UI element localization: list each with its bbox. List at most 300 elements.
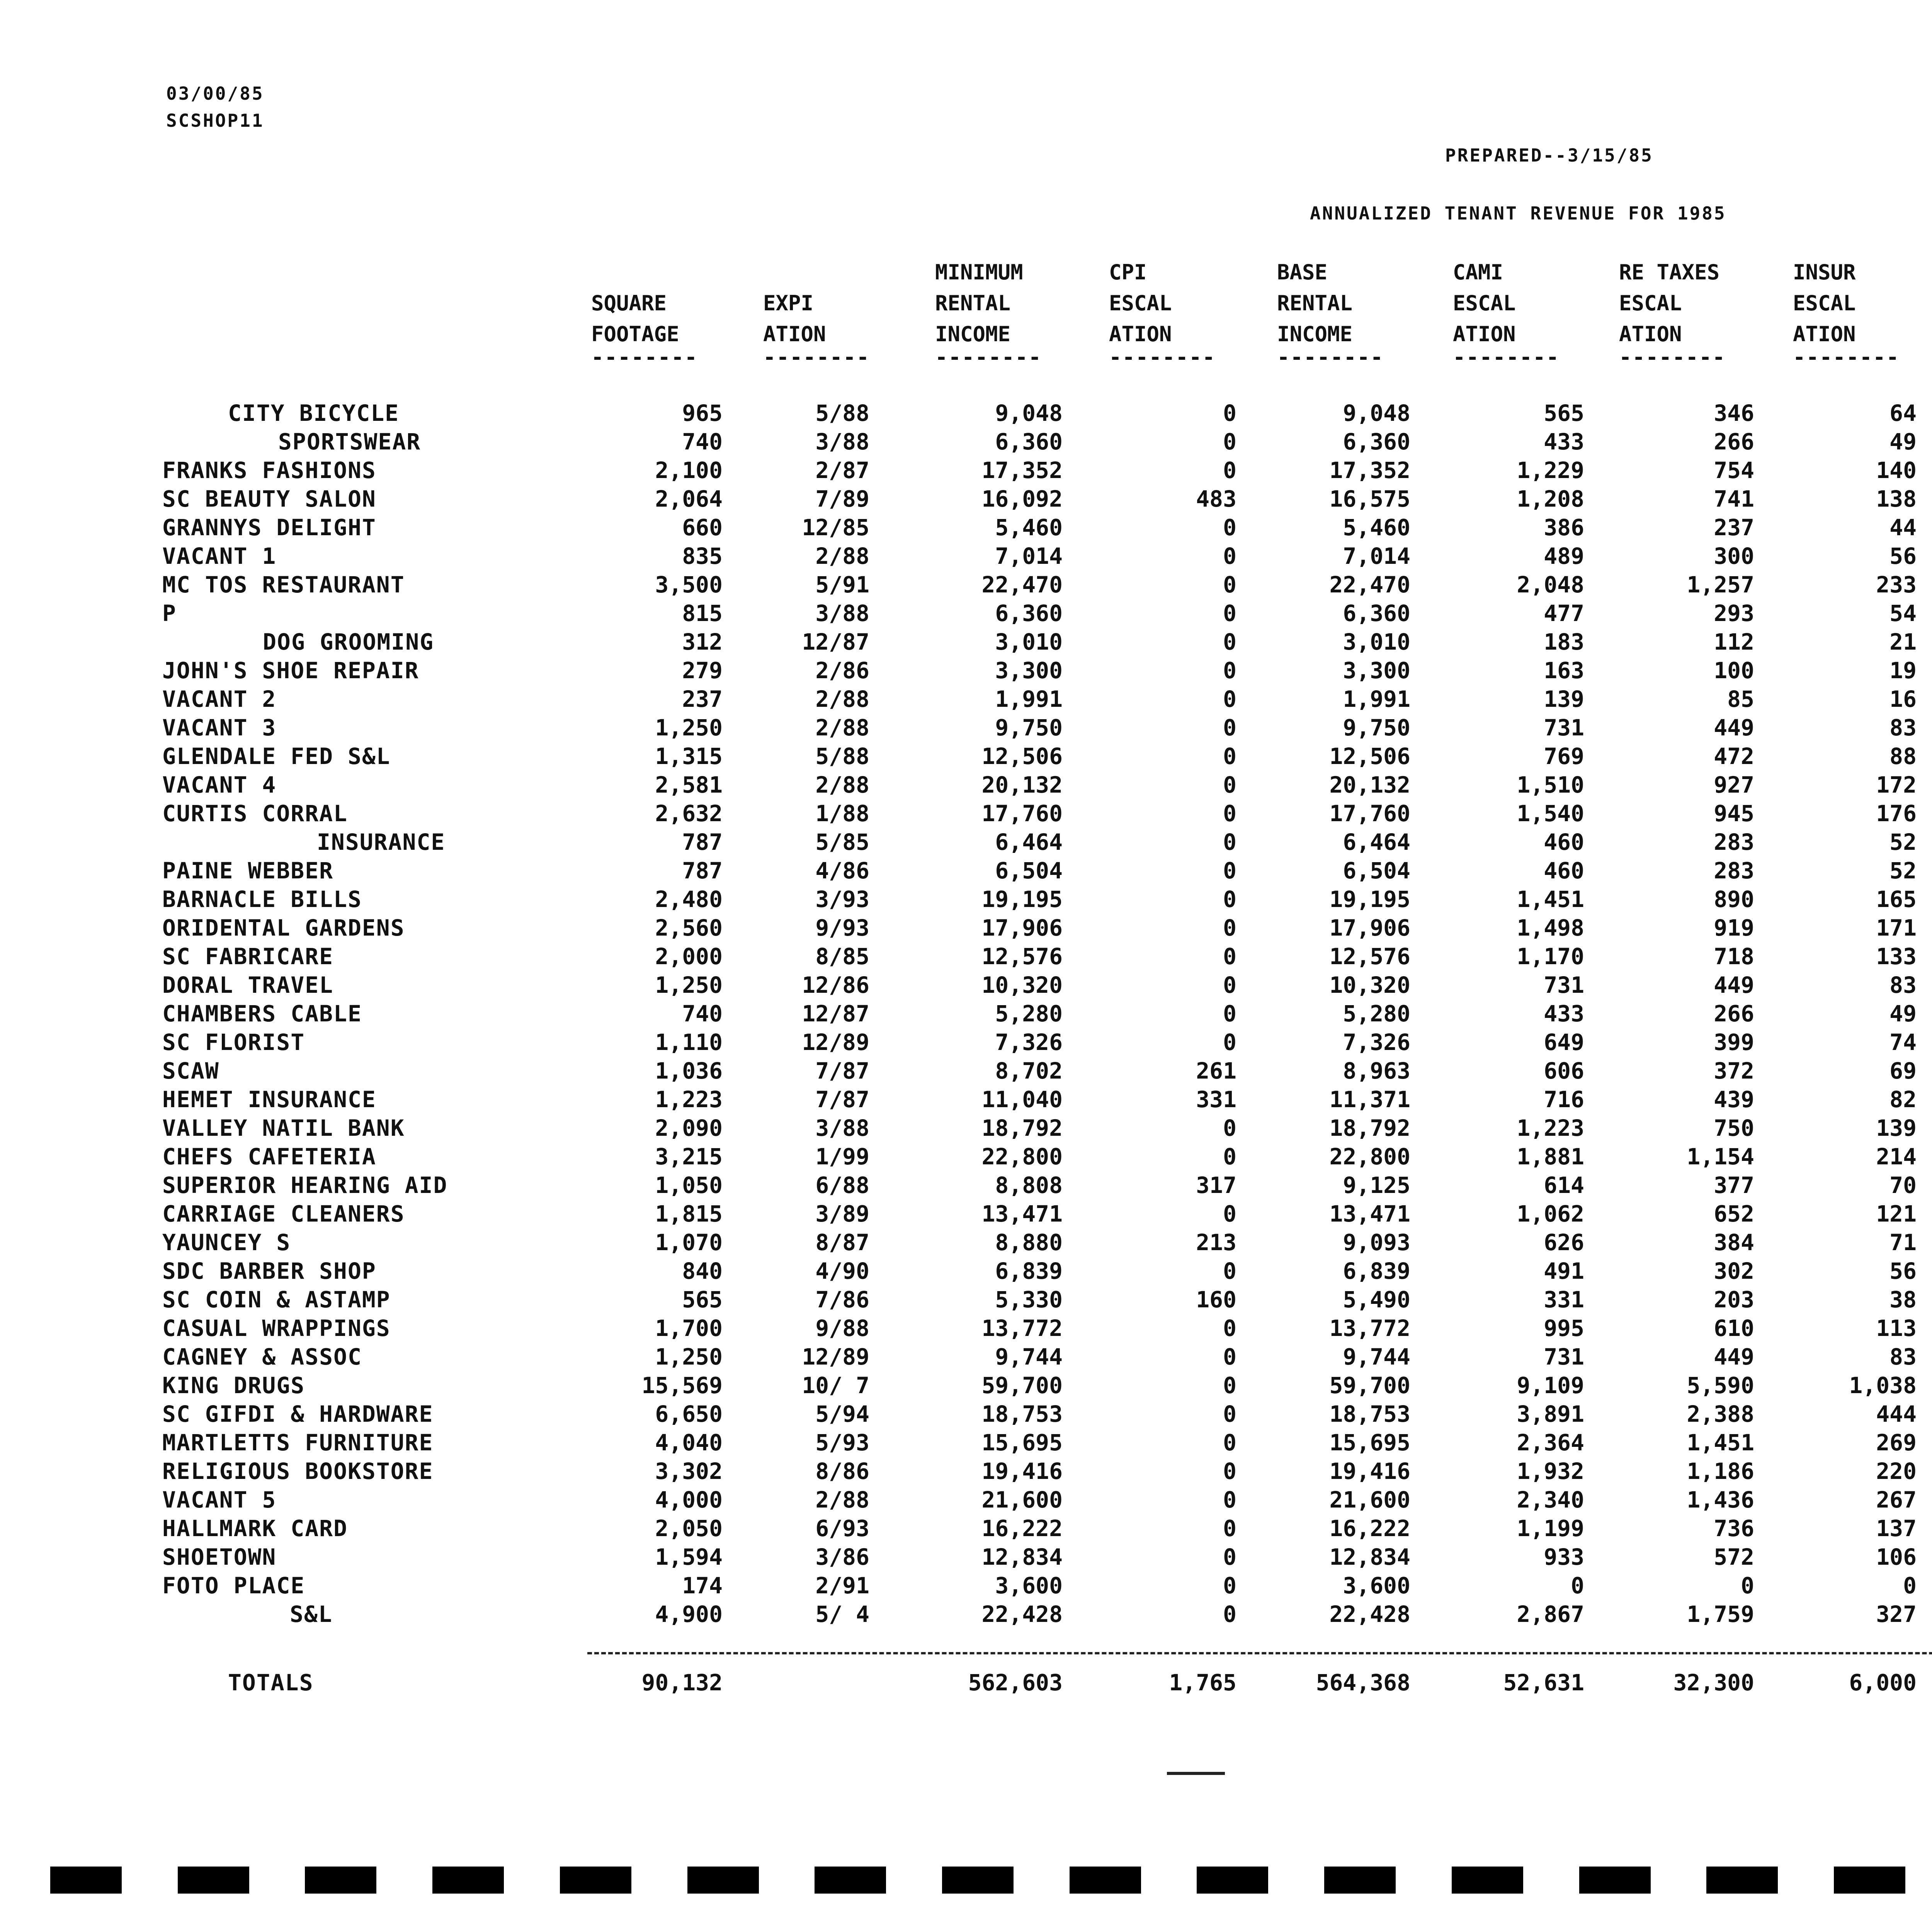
cell-exp: 2/91 xyxy=(815,1572,869,1599)
table-row xyxy=(0,915,1932,943)
cell-ins: 176 xyxy=(1876,800,1917,827)
cell-min: 17,906 xyxy=(981,915,1063,941)
cell-tax: 449 xyxy=(1714,972,1754,998)
table-row xyxy=(0,1229,1932,1258)
tenant-name: SPORTSWEAR xyxy=(278,429,421,455)
cell-min: 19,416 xyxy=(981,1458,1063,1484)
tenant-name: VACANT 4 xyxy=(162,772,277,798)
column-header-label: BASE RENTAL INCOME xyxy=(1277,260,1353,346)
registration-mark xyxy=(1579,1867,1651,1894)
cell-cam: 1,223 xyxy=(1517,1115,1584,1141)
cell-base: 15,695 xyxy=(1329,1429,1410,1456)
cell-cpi: 0 xyxy=(1223,858,1236,884)
cell-sqft: 1,070 xyxy=(655,1229,723,1256)
cell-exp: 2/88 xyxy=(815,686,869,712)
cell-cam: 1,510 xyxy=(1517,772,1584,798)
column-header-base xyxy=(1277,257,1384,369)
column-header-exp xyxy=(763,288,870,369)
cell-cpi: 0 xyxy=(1223,1515,1236,1542)
cell-sqft: 1,250 xyxy=(655,972,723,998)
cell-min: 6,360 xyxy=(995,600,1063,626)
cell-exp: 4/86 xyxy=(815,858,869,884)
cell-cam: 731 xyxy=(1544,715,1584,741)
cell-cam: 9,109 xyxy=(1517,1372,1584,1399)
cell-cam: 565 xyxy=(1544,400,1584,426)
tenant-name: SC FLORIST xyxy=(162,1029,305,1055)
table-row xyxy=(0,800,1932,829)
cell-cpi: 0 xyxy=(1223,715,1236,741)
cell-exp: 5/85 xyxy=(815,829,869,855)
column-header-underline: -------- xyxy=(1453,345,1560,369)
cell-base: 9,750 xyxy=(1343,715,1410,741)
table-row xyxy=(0,943,1932,972)
report-date-code: 03/00/85 xyxy=(166,83,264,104)
cell-base: 13,471 xyxy=(1329,1201,1410,1227)
tenant-name: HALLMARK CARD xyxy=(162,1515,348,1542)
cell-sqft: 965 xyxy=(682,400,723,426)
cell-cpi: 0 xyxy=(1223,543,1236,569)
cell-sqft: 3,215 xyxy=(655,1143,723,1170)
cell-ins: 214 xyxy=(1876,1143,1917,1170)
column-header-min xyxy=(935,257,1042,369)
cell-base: 3,300 xyxy=(1343,657,1410,684)
cell-tax: 237 xyxy=(1714,514,1754,541)
cell-cpi: 0 xyxy=(1223,657,1236,684)
cell-tax: 112 xyxy=(1714,629,1754,655)
cell-cam: 2,867 xyxy=(1517,1601,1584,1627)
cell-ins: 137 xyxy=(1876,1515,1917,1542)
cell-cpi: 0 xyxy=(1223,1458,1236,1484)
totals-row xyxy=(0,1669,1932,1698)
table-row xyxy=(0,1458,1932,1487)
cell-min: 3,600 xyxy=(995,1572,1063,1599)
tenant-name: S&L xyxy=(290,1601,333,1627)
table-row xyxy=(0,1601,1932,1630)
cell-min: 13,772 xyxy=(981,1315,1063,1341)
cell-exp: 8/87 xyxy=(815,1229,869,1256)
cell-sqft: 1,223 xyxy=(655,1086,723,1113)
table-row xyxy=(0,1258,1932,1286)
cell-sqft: 1,036 xyxy=(655,1058,723,1084)
cell-ins: 444 xyxy=(1876,1401,1917,1427)
cell-ins: 52 xyxy=(1889,829,1917,855)
cell-cam: 386 xyxy=(1544,514,1584,541)
cell-ins: 54 xyxy=(1889,600,1917,626)
table-row xyxy=(0,572,1932,600)
tenant-name: PAINE WEBBER xyxy=(162,858,334,884)
cell-cpi: 0 xyxy=(1223,943,1236,970)
cell-cam: 1,170 xyxy=(1517,943,1584,970)
cell-min: 1,991 xyxy=(995,686,1063,712)
cell-exp: 12/85 xyxy=(802,514,869,541)
cell-tax: 2,388 xyxy=(1687,1401,1754,1427)
cell-cpi: 261 xyxy=(1196,1058,1236,1084)
cell-tax: 1,436 xyxy=(1687,1487,1754,1513)
tenant-name: MC TOS RESTAURANT xyxy=(162,572,405,598)
cell-tax: 736 xyxy=(1714,1515,1754,1542)
cell-tax: 750 xyxy=(1714,1115,1754,1141)
cell-base: 6,839 xyxy=(1343,1258,1410,1284)
cell-cpi: 0 xyxy=(1223,1001,1236,1027)
cell-sqft: 4,900 xyxy=(655,1601,723,1627)
cell-ins: 171 xyxy=(1876,915,1917,941)
cell-ins: 52 xyxy=(1889,858,1917,884)
cell-ins: 83 xyxy=(1889,715,1917,741)
cell-base: 17,352 xyxy=(1329,457,1410,483)
column-header-label: MINIMUM RENTAL INCOME xyxy=(935,260,1023,346)
cell-exp: 2/87 xyxy=(815,457,869,483)
cell-min: 59,700 xyxy=(981,1372,1063,1399)
cell-tax: 384 xyxy=(1714,1229,1754,1256)
cell-sqft: 90,132 xyxy=(641,1669,723,1696)
cell-cam: 0 xyxy=(1571,1572,1584,1599)
cell-min: 12,576 xyxy=(981,943,1063,970)
table-row xyxy=(0,1515,1932,1544)
cell-exp: 5/94 xyxy=(815,1401,869,1427)
cell-exp: 9/93 xyxy=(815,915,869,941)
cell-cam: 183 xyxy=(1544,629,1584,655)
table-row xyxy=(0,1372,1932,1401)
cell-ins: 0 xyxy=(1903,1572,1917,1599)
cell-base: 6,360 xyxy=(1343,600,1410,626)
cell-base: 20,132 xyxy=(1329,772,1410,798)
cell-sqft: 2,064 xyxy=(655,486,723,512)
table-row xyxy=(0,743,1932,772)
cell-cpi: 0 xyxy=(1223,457,1236,483)
cell-tax: 346 xyxy=(1714,400,1754,426)
cell-ins: 138 xyxy=(1876,486,1917,512)
cell-ins: 82 xyxy=(1889,1086,1917,1113)
cell-tax: 100 xyxy=(1714,657,1754,684)
cell-exp: 3/89 xyxy=(815,1201,869,1227)
cell-tax: 300 xyxy=(1714,543,1754,569)
cell-sqft: 835 xyxy=(682,543,723,569)
tenant-name: SHOETOWN xyxy=(162,1544,277,1570)
cell-cam: 2,048 xyxy=(1517,572,1584,598)
cell-cam: 3,891 xyxy=(1517,1401,1584,1427)
table-row xyxy=(0,1401,1932,1429)
cell-cam: 163 xyxy=(1544,657,1584,684)
registration-mark xyxy=(942,1867,1014,1894)
cell-exp: 1/88 xyxy=(815,800,869,827)
cell-min: 8,702 xyxy=(995,1058,1063,1084)
cell-min: 13,471 xyxy=(981,1201,1063,1227)
cell-base: 10,320 xyxy=(1329,972,1410,998)
cell-min: 6,504 xyxy=(995,858,1063,884)
cell-exp: 7/89 xyxy=(815,486,869,512)
cell-tax: 449 xyxy=(1714,715,1754,741)
cell-ins: 71 xyxy=(1889,1229,1917,1256)
cell-ins: 44 xyxy=(1889,514,1917,541)
cell-cam: 1,199 xyxy=(1517,1515,1584,1542)
tenant-name: CASUAL WRAPPINGS xyxy=(162,1315,391,1341)
cell-cpi: 483 xyxy=(1196,486,1236,512)
cell-min: 5,330 xyxy=(995,1286,1063,1313)
cell-cpi: 0 xyxy=(1223,1601,1236,1627)
cell-exp: 10/ 7 xyxy=(802,1372,869,1399)
cell-tax: 293 xyxy=(1714,600,1754,626)
tenant-name: CHAMBERS CABLE xyxy=(162,1001,362,1027)
table-row xyxy=(0,1001,1932,1029)
column-header-underline: -------- xyxy=(1619,345,1726,369)
cell-exp: 2/86 xyxy=(815,657,869,684)
cell-sqft: 2,480 xyxy=(655,886,723,912)
cell-base: 17,760 xyxy=(1329,800,1410,827)
cell-ins: 121 xyxy=(1876,1201,1917,1227)
cell-base: 6,504 xyxy=(1343,858,1410,884)
cell-cpi: 0 xyxy=(1223,1115,1236,1141)
cell-sqft: 312 xyxy=(682,629,723,655)
cell-min: 16,222 xyxy=(981,1515,1063,1542)
tenant-name: VACANT 5 xyxy=(162,1487,277,1513)
totals-rule xyxy=(587,1652,1932,1654)
tenant-name: VACANT 2 xyxy=(162,686,277,712)
table-row xyxy=(0,514,1932,543)
cell-min: 21,600 xyxy=(981,1487,1063,1513)
table-row xyxy=(0,429,1932,457)
cell-ins: 140 xyxy=(1876,457,1917,483)
cell-sqft: 1,815 xyxy=(655,1201,723,1227)
cell-sqft: 2,100 xyxy=(655,457,723,483)
cell-cpi: 0 xyxy=(1223,514,1236,541)
cell-cpi: 213 xyxy=(1196,1229,1236,1256)
cell-min: 8,808 xyxy=(995,1172,1063,1198)
column-header-cam xyxy=(1453,257,1560,369)
cell-cam: 433 xyxy=(1544,1001,1584,1027)
cell-exp: 7/87 xyxy=(815,1086,869,1113)
cell-cam: 460 xyxy=(1544,858,1584,884)
cell-tax: 1,257 xyxy=(1687,572,1754,598)
cell-sqft: 4,040 xyxy=(655,1429,723,1456)
cell-sqft: 2,090 xyxy=(655,1115,723,1141)
cell-tax: 399 xyxy=(1714,1029,1754,1055)
cell-sqft: 1,250 xyxy=(655,715,723,741)
cell-cam: 649 xyxy=(1544,1029,1584,1055)
cell-sqft: 237 xyxy=(682,686,723,712)
prepared-date: PREPARED--3/15/85 xyxy=(1445,145,1653,166)
registration-mark xyxy=(1452,1867,1523,1894)
cell-cam: 139 xyxy=(1544,686,1584,712)
cell-base: 5,280 xyxy=(1343,1001,1410,1027)
cell-sqft: 2,581 xyxy=(655,772,723,798)
cell-base: 21,600 xyxy=(1329,1487,1410,1513)
cell-base: 3,600 xyxy=(1343,1572,1410,1599)
cell-exp: 9/88 xyxy=(815,1315,869,1341)
cell-cpi: 0 xyxy=(1223,1372,1236,1399)
cell-cpi: 0 xyxy=(1223,400,1236,426)
cell-cam: 433 xyxy=(1544,429,1584,455)
tenant-name: MARTLETTS FURNITURE xyxy=(162,1429,434,1456)
cell-cam: 626 xyxy=(1544,1229,1584,1256)
tenant-name: YAUNCEY S xyxy=(162,1229,291,1256)
cell-ins: 56 xyxy=(1889,1258,1917,1284)
cell-sqft: 1,700 xyxy=(655,1315,723,1341)
cell-min: 18,753 xyxy=(981,1401,1063,1427)
cell-exp: 3/88 xyxy=(815,1115,869,1141)
cell-tax: 302 xyxy=(1714,1258,1754,1284)
cell-sqft: 15,569 xyxy=(641,1372,723,1399)
cell-ins: 64 xyxy=(1889,400,1917,426)
cell-exp: 3/86 xyxy=(815,1544,869,1570)
tenant-name: DORAL TRAVEL xyxy=(162,972,334,998)
cell-base: 19,416 xyxy=(1329,1458,1410,1484)
cell-base: 8,963 xyxy=(1343,1058,1410,1084)
cell-min: 18,792 xyxy=(981,1115,1063,1141)
tenant-name: HEMET INSURANCE xyxy=(162,1086,376,1113)
cell-exp: 5/93 xyxy=(815,1429,869,1456)
tenant-name: CITY BICYCLE xyxy=(228,400,400,426)
cell-min: 3,010 xyxy=(995,629,1063,655)
cell-tax: 1,154 xyxy=(1687,1143,1754,1170)
cell-ins: 165 xyxy=(1876,886,1917,912)
cell-sqft: 740 xyxy=(682,429,723,455)
cell-base: 16,222 xyxy=(1329,1515,1410,1542)
cell-exp: 12/87 xyxy=(802,1001,869,1027)
tenant-name: SUPERIOR HEARING AID xyxy=(162,1172,448,1198)
table-row xyxy=(0,457,1932,486)
cell-min: 9,048 xyxy=(995,400,1063,426)
cell-min: 5,460 xyxy=(995,514,1063,541)
cell-min: 562,603 xyxy=(968,1669,1063,1696)
cell-tax: 283 xyxy=(1714,858,1754,884)
tenant-name: GRANNYS DELIGHT xyxy=(162,514,376,541)
cell-exp: 7/86 xyxy=(815,1286,869,1313)
cell-base: 17,906 xyxy=(1329,915,1410,941)
registration-mark xyxy=(50,1867,122,1894)
cell-ins: 49 xyxy=(1889,1001,1917,1027)
tenant-name: KING DRUGS xyxy=(162,1372,305,1399)
cell-tax: 5,590 xyxy=(1687,1372,1754,1399)
tenant-name: VACANT 1 xyxy=(162,543,277,569)
report-title: ANNUALIZED TENANT REVENUE FOR 1985 xyxy=(1310,203,1726,224)
cell-ins: 267 xyxy=(1876,1487,1917,1513)
table-row xyxy=(0,600,1932,629)
registration-mark xyxy=(1324,1867,1396,1894)
cell-min: 3,300 xyxy=(995,657,1063,684)
cell-tax: 610 xyxy=(1714,1315,1754,1341)
cell-tax: 377 xyxy=(1714,1172,1754,1198)
cell-cpi: 0 xyxy=(1223,1029,1236,1055)
tenant-name: RELIGIOUS BOOKSTORE xyxy=(162,1458,434,1484)
cell-cpi: 0 xyxy=(1223,972,1236,998)
cell-cpi: 0 xyxy=(1223,743,1236,769)
tenant-name: INSURANCE xyxy=(317,829,446,855)
cell-cam: 2,364 xyxy=(1517,1429,1584,1456)
cell-tax: 1,759 xyxy=(1687,1601,1754,1627)
cell-ins: 1,038 xyxy=(1849,1372,1917,1399)
cell-tax: 1,186 xyxy=(1687,1458,1754,1484)
cell-tax: 439 xyxy=(1714,1086,1754,1113)
cell-min: 19,195 xyxy=(981,886,1063,912)
table-row xyxy=(0,858,1932,886)
cell-exp: 12/89 xyxy=(802,1344,869,1370)
cell-cpi: 0 xyxy=(1223,772,1236,798)
cell-cam: 1,208 xyxy=(1517,486,1584,512)
cell-cpi: 0 xyxy=(1223,1143,1236,1170)
table-row xyxy=(0,686,1932,715)
cell-exp: 5/ 4 xyxy=(815,1601,869,1627)
table-row xyxy=(0,1572,1932,1601)
table-row xyxy=(0,1487,1932,1515)
cell-base: 9,744 xyxy=(1343,1344,1410,1370)
cell-tax: 919 xyxy=(1714,915,1754,941)
scan-registration-marks xyxy=(50,1867,1932,1894)
column-header-cpi xyxy=(1109,257,1216,369)
cell-exp: 2/88 xyxy=(815,543,869,569)
tenant-name: FOTO PLACE xyxy=(162,1572,305,1599)
cell-sqft: 815 xyxy=(682,600,723,626)
cell-sqft: 1,594 xyxy=(655,1544,723,1570)
cell-base: 5,460 xyxy=(1343,514,1410,541)
tenant-name: CARRIAGE CLEANERS xyxy=(162,1201,405,1227)
cell-exp: 7/87 xyxy=(815,1058,869,1084)
cell-cpi: 331 xyxy=(1196,1086,1236,1113)
cell-exp: 2/88 xyxy=(815,715,869,741)
cell-tax: 283 xyxy=(1714,829,1754,855)
cell-min: 22,470 xyxy=(981,572,1063,598)
cell-base: 19,195 xyxy=(1329,886,1410,912)
cell-ins: 133 xyxy=(1876,943,1917,970)
cell-min: 7,014 xyxy=(995,543,1063,569)
table-row xyxy=(0,1172,1932,1201)
cell-cam: 614 xyxy=(1544,1172,1584,1198)
table-row xyxy=(0,1344,1932,1372)
cell-cam: 1,062 xyxy=(1517,1201,1584,1227)
cell-exp: 8/85 xyxy=(815,943,869,970)
tenant-name: DOG GROOMING xyxy=(263,629,434,655)
cell-cam: 995 xyxy=(1544,1315,1584,1341)
cell-base: 6,360 xyxy=(1343,429,1410,455)
table-row xyxy=(0,1315,1932,1344)
cell-tax: 754 xyxy=(1714,457,1754,483)
cell-base: 22,470 xyxy=(1329,572,1410,598)
cell-ins: 106 xyxy=(1876,1544,1917,1570)
tenant-name: P xyxy=(162,600,177,626)
column-header-label: SQUARE FOOTAGE xyxy=(591,291,679,346)
cell-cam: 1,881 xyxy=(1517,1143,1584,1170)
column-header-underline: -------- xyxy=(1793,345,1900,369)
cell-cpi: 0 xyxy=(1223,1544,1236,1570)
cell-base: 13,772 xyxy=(1329,1315,1410,1341)
cell-min: 5,280 xyxy=(995,1001,1063,1027)
column-header-underline: -------- xyxy=(763,345,870,369)
cell-ins: 6,000 xyxy=(1849,1669,1917,1696)
cell-min: 7,326 xyxy=(995,1029,1063,1055)
cell-cam: 331 xyxy=(1544,1286,1584,1313)
table-row xyxy=(0,1201,1932,1229)
cell-cpi: 0 xyxy=(1223,1315,1236,1341)
tenant-name: JOHN'S SHOE REPAIR xyxy=(162,657,419,684)
cell-cam: 731 xyxy=(1544,972,1584,998)
cell-exp: 2/88 xyxy=(815,772,869,798)
cell-sqft: 4,000 xyxy=(655,1487,723,1513)
cell-base: 1,991 xyxy=(1343,686,1410,712)
cell-sqft: 660 xyxy=(682,514,723,541)
registration-mark xyxy=(560,1867,631,1894)
cell-min: 6,839 xyxy=(995,1258,1063,1284)
table-row xyxy=(0,886,1932,915)
registration-mark xyxy=(687,1867,759,1894)
cell-cpi: 0 xyxy=(1223,829,1236,855)
cell-sqft: 2,632 xyxy=(655,800,723,827)
cell-tax: 0 xyxy=(1741,1572,1754,1599)
cell-sqft: 787 xyxy=(682,858,723,884)
cell-ins: 69 xyxy=(1889,1058,1917,1084)
table-row xyxy=(0,400,1932,429)
cell-sqft: 1,315 xyxy=(655,743,723,769)
cell-cpi: 0 xyxy=(1223,572,1236,598)
cell-tax: 449 xyxy=(1714,1344,1754,1370)
